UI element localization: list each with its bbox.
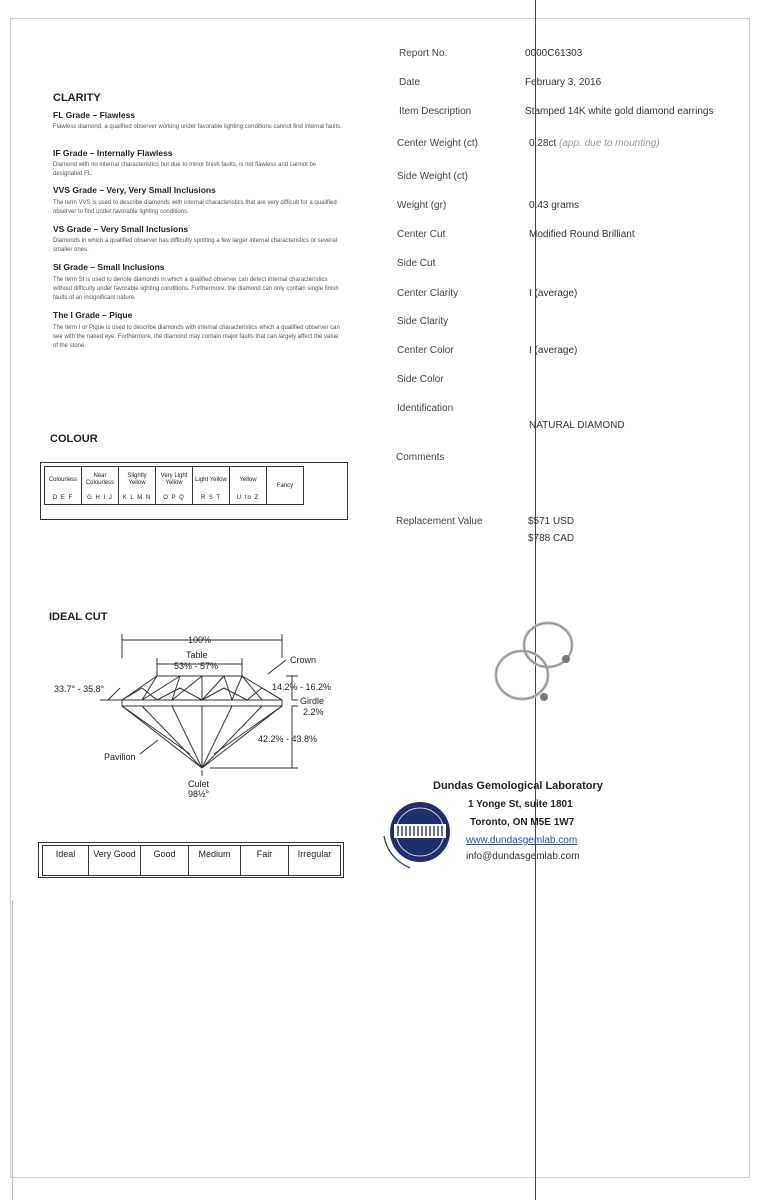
clarity-title: CLARITY — [53, 92, 101, 104]
cut-cell-irregular: Irregular — [289, 846, 341, 876]
center-clarity-label: Center Clarity — [397, 288, 459, 299]
cut-cell-medium: Medium — [189, 846, 241, 876]
comments-label: Comments — [396, 452, 445, 463]
center-weight-value: 0.28ct (app. due to mounting) — [529, 138, 660, 149]
center-color-value: I (average) — [529, 345, 578, 356]
clarity-desc-i: The term I or Pique is used to describe diamonds with internal characteristics which a qualified observer can see with the naked eye. Furthermore, the diamond may contain major faults that can largely affect the value of the stone. — [53, 325, 340, 349]
clarity-desc-fl: Flawless diamond, a qualified observer working under favorable lighting conditions cannot find internal faults. — [53, 124, 342, 130]
lab-address-2: Toronto, ON M5E 1W7 — [470, 817, 575, 828]
girdle-value: 2.2% — [303, 707, 324, 717]
cut-cell-good: Good — [141, 846, 189, 876]
cut-scale — [42, 845, 341, 876]
item-description-label: Item Description — [399, 106, 472, 117]
diamond-stone-2 — [540, 693, 548, 701]
weight-label: Weight (gr) — [397, 200, 447, 211]
replacement-value-label: Replacement Value — [396, 516, 483, 527]
cut-cell-very-good: Very Good — [89, 846, 141, 876]
crown-height-label: 14.2% - 16.2% — [272, 682, 332, 692]
colour-cell-very-light-yellow: Very Light Yellow O P Q — [156, 467, 193, 505]
ideal-cut-title: IDEAL CUT — [49, 611, 108, 623]
center-cut-value: Modified Round Brilliant — [529, 229, 635, 240]
center-weight-note: (app. due to mounting) — [559, 138, 660, 149]
lab-email: info@dundasgemlab.com — [466, 851, 580, 862]
crown-facets — [142, 676, 262, 700]
crown-angle-label: 33.7° - 35.8° — [54, 684, 105, 694]
pavilion-depth-label: 42.2% - 43.8% — [258, 734, 318, 744]
colour-scale — [44, 466, 304, 505]
colour-cell-colourless: Colourless D E F — [45, 467, 82, 505]
girdle-label: Girdle — [300, 696, 325, 706]
clarity-grade-vvs: VVS Grade – Very, Very Small Inclusions — [53, 185, 216, 195]
pavilion-line-b — [214, 706, 282, 754]
report-no-value: 0000C61303 — [525, 48, 583, 59]
side-color-label: Side Color — [397, 374, 444, 385]
colour-cell-slightly-yellow: Slightly Yellow K L M N — [119, 467, 156, 505]
crown-label: Crown — [290, 655, 317, 665]
colour-cell-light-yellow: Light Yellow R S T — [193, 467, 230, 505]
clarity-desc-vs: Diamonds in which a qualified observer has difficulty spotting a few larger internal characteristics or several smaller ones. — [53, 238, 338, 253]
pavilion-label: Pavilion — [104, 752, 136, 762]
culet-label: Culet — [188, 779, 210, 789]
pavilion-facets-right — [202, 706, 262, 768]
culet-value: 98½° — [188, 789, 210, 799]
report-no-label: Report No. — [399, 48, 448, 59]
table-range-label: 53% - 57% — [174, 661, 219, 671]
scan-edge — [12, 900, 13, 1200]
pavilion-facets-left — [142, 706, 202, 768]
date-value: February 3, 2016 — [525, 77, 602, 88]
colour-cell-fancy: Fancy — [267, 467, 304, 505]
diamond-stone-1 — [562, 655, 570, 663]
identification-value: NATURAL DIAMOND — [529, 420, 625, 431]
cut-cell-ideal: Ideal — [43, 846, 89, 876]
crown-angle-arm — [108, 688, 120, 700]
clarity-desc-vvs: The term VVS is used to describe diamonds with internal characteristics that are very difficult for a qualified observer to find under favorable lighting conditions. — [53, 200, 337, 215]
total-width-label: 100% — [188, 635, 212, 645]
clarity-grade-if: IF Grade – Internally Flawless — [53, 148, 173, 158]
colour-title: COLOUR — [50, 433, 98, 445]
clarity-grade-fl: FL Grade – Flawless — [53, 110, 136, 120]
center-clarity-value: I (average) — [529, 288, 578, 299]
colour-cell-near-colourless: Near Colourless G H I J — [82, 467, 119, 505]
crown-pointer — [268, 660, 286, 674]
pavilion-line-a — [122, 706, 190, 754]
center-cut-label: Center Cut — [397, 229, 446, 240]
pavilion-pointer — [140, 740, 158, 754]
earrings-photo — [478, 615, 588, 715]
lab-address-1: 1 Yonge St, suite 1801 — [468, 799, 573, 810]
identification-label: Identification — [397, 403, 454, 414]
date-label: Date — [399, 77, 421, 88]
side-cut-label: Side Cut — [397, 258, 436, 269]
center-weight-label: Center Weight (ct) — [397, 138, 478, 149]
clarity-desc-si: The term SI is used to denote diamonds in which a qualified observer can detect internal characteristics without difficulty under favorable lighting conditions. Furthermore, the diamond can only contain single finish faults of an insignificant nature. — [53, 277, 339, 301]
replacement-value-usd: $571 USD — [528, 516, 575, 527]
center-color-label: Center Color — [397, 345, 454, 356]
replacement-value-cad: $788 CAD — [528, 533, 575, 544]
colour-cell-yellow: Yellow U to Z — [230, 467, 267, 505]
clarity-grade-vs: VS Grade – Very Small Inclusions — [53, 224, 189, 234]
table-label: Table — [186, 650, 208, 660]
clarity-grade-i: The I Grade – Pique — [53, 310, 133, 320]
lab-website-link[interactable]: www.dundasgemlab.com — [466, 835, 578, 846]
side-weight-label: Side Weight (ct) — [397, 171, 468, 182]
lab-seal-logo — [378, 796, 458, 872]
clarity-desc-if: Diamond with no internal characteristics but due to minor finish faults, is not flawless and cannot be designated FL. — [53, 162, 317, 177]
item-description-value: Stamped 14K white gold diamond earrings — [525, 106, 714, 117]
diamond-diagram — [40, 628, 350, 803]
scan-line — [535, 0, 536, 1200]
clarity-grade-si: SI Grade – Small Inclusions — [53, 262, 165, 272]
cut-cell-fair: Fair — [241, 846, 289, 876]
lab-name: Dundas Gemological Laboratory — [433, 780, 603, 792]
side-clarity-label: Side Clarity — [397, 316, 449, 327]
weight-value: 0.43 grams — [529, 200, 580, 211]
